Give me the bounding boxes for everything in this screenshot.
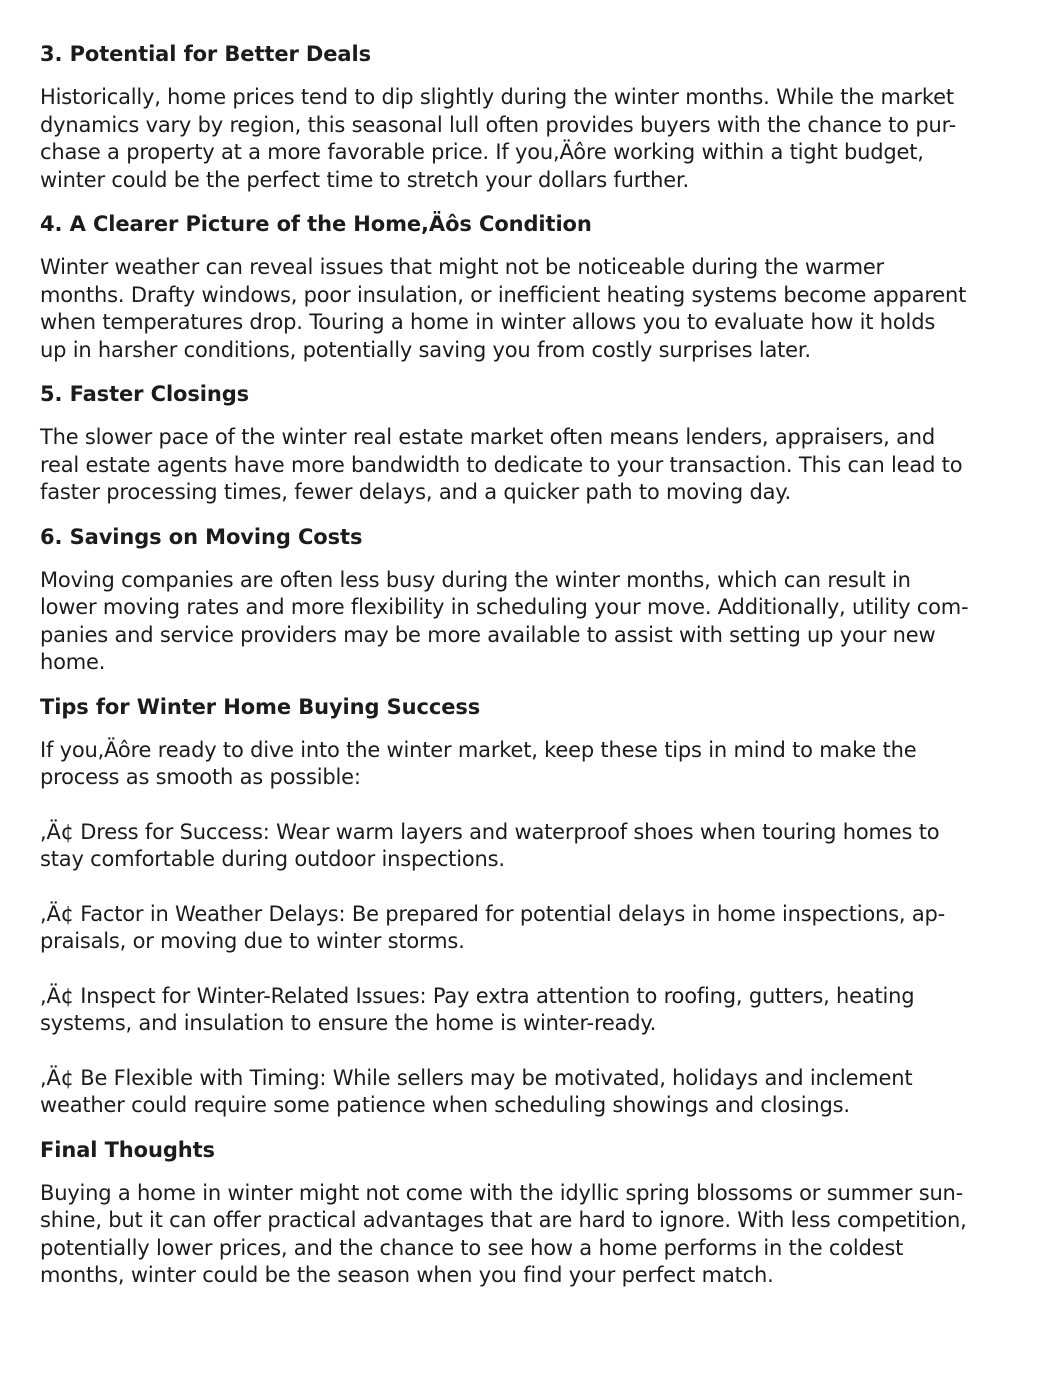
- text-line: ,Ä¢ Inspect for Winter-Related Issues: Pay extra attention to roofing, gutters, heating: [40, 983, 915, 1008]
- section-paragraph: [40, 254, 1030, 364]
- tip-item: [40, 819, 1030, 874]
- text-line: Historically, home prices tend to dip slightly during the winter months. While the market: [40, 85, 954, 109]
- text-line: If you,Äôre ready to dive into the winter market, keep these tips in mind to make the: [40, 737, 917, 762]
- text-line: stay comfortable during outdoor inspections.: [40, 847, 505, 871]
- text-line: real estate agents have more bandwidth to dedicate to your transaction. This can lead to: [40, 452, 963, 477]
- text-line: home.: [40, 650, 106, 674]
- text-line: The slower pace of the winter real estate market often means lenders, appraisers, and: [40, 425, 935, 449]
- section-paragraph: [40, 737, 1030, 792]
- text-line: months, winter could be the season when you find your perfect match.: [40, 1263, 774, 1287]
- text-line: ,Ä¢ Factor in Weather Delays: Be prepared for potential delays in home inspections, ap-: [40, 901, 946, 926]
- text-line: faster processing times, fewer delays, and a quicker path to moving day.: [40, 480, 791, 504]
- text-line: ,Ä¢ Dress for Success: Wear warm layers and waterproof shoes when touring homes to: [40, 819, 940, 844]
- section-heading: 5. Faster Closings: [40, 382, 250, 406]
- section-final-thoughts: [40, 1136, 1030, 1290]
- text-line: praisals, or moving due to winter storms.: [40, 929, 465, 953]
- section-heading: Tips for Winter Home Buying Success: [40, 694, 481, 719]
- section-moving-costs: [40, 523, 1030, 677]
- text-line: weather could require some patience when scheduling showings and closings.: [40, 1093, 850, 1117]
- text-line: process as smooth as possible:: [40, 765, 361, 789]
- text-line: when temperatures drop. Touring a home in winter allows you to evaluate how it holds: [40, 310, 936, 334]
- text-line: winter could be the perfect time to stretch your dollars further.: [40, 167, 689, 192]
- section-faster-closings: [40, 380, 1030, 507]
- text-line: systems, and insulation to ensure the home is winter-ready.: [40, 1011, 657, 1035]
- text-line: dynamics vary by region, this seasonal lull often provides buyers with the chance to pur-: [40, 112, 957, 137]
- text-line: Winter weather can reveal issues that might not be noticeable during the warmer: [40, 255, 884, 279]
- tip-item: [40, 901, 1030, 956]
- text-line: shine, but it can offer practical advantages that are hard to ignore. With less competition,: [40, 1208, 967, 1232]
- section-paragraph: [40, 1180, 1030, 1290]
- section-paragraph: [40, 567, 1030, 677]
- text-line: lower moving rates and more flexibility in scheduling your move. Additionally, utility com-: [40, 595, 969, 619]
- text-line: ,Ä¢ Be Flexible with Timing: While sellers may be motivated, holidays and inclement: [40, 1065, 913, 1090]
- text-line: up in harsher conditions, potentially saving you from costly surprises later.: [40, 337, 811, 362]
- section-heading: 6. Savings on Moving Costs: [40, 524, 363, 549]
- section-paragraph: [40, 84, 1030, 194]
- text-line: potentially lower prices, and the chance to see how a home performs in the coldest: [40, 1235, 904, 1260]
- section-tips: [40, 693, 1030, 1120]
- section-paragraph: [40, 424, 1030, 507]
- text-line: Moving companies are often less busy during the winter months, which can result in: [40, 567, 911, 592]
- section-heading: 4. A Clearer Picture of the Home,Äôs Condition: [40, 212, 592, 236]
- section-home-condition: [40, 210, 1030, 364]
- section-heading: Final Thoughts: [40, 1137, 215, 1162]
- text-line: chase a property at a more favorable price. If you,Äôre working within a tight budget,: [40, 140, 924, 164]
- section-better-deals: [40, 40, 1030, 194]
- text-line: months. Drafty windows, poor insulation, or inefficient heating systems become apparent: [40, 282, 967, 307]
- text-line: Buying a home in winter might not come with the idyllic spring blossoms or summer sun-: [40, 1180, 964, 1205]
- text-line: panies and service providers may be more available to assist with setting up your new: [40, 622, 936, 647]
- article-page: [40, 40, 1030, 1306]
- tip-item: [40, 983, 1030, 1038]
- section-heading: 3. Potential for Better Deals: [40, 42, 371, 66]
- tip-item: [40, 1065, 1030, 1120]
